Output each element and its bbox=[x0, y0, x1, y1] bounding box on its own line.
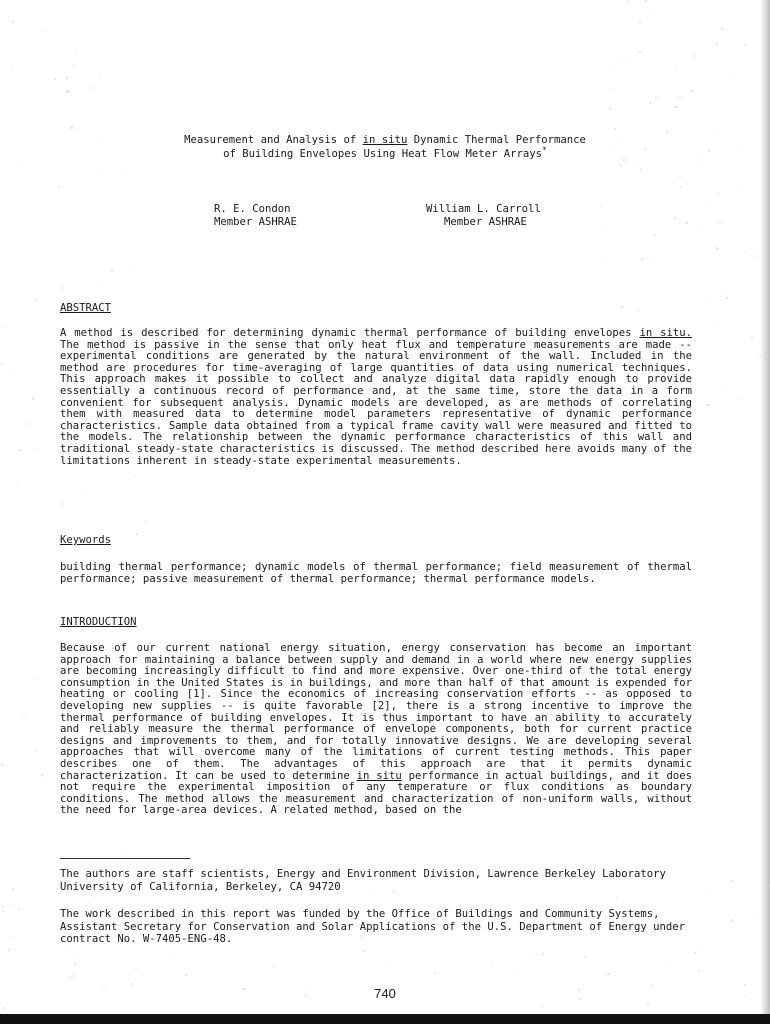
scan-speck bbox=[654, 234, 656, 236]
scan-speck bbox=[674, 217, 676, 219]
scan-speck bbox=[32, 397, 34, 399]
abstract-text-before: A method is described for determining dynamic thermal performance of building envelopes bbox=[60, 327, 632, 339]
scan-speck bbox=[698, 227, 699, 228]
footnote-rule bbox=[60, 858, 190, 859]
scan-speck bbox=[125, 170, 126, 171]
title-in-situ: in situ bbox=[362, 134, 408, 146]
scan-speck bbox=[716, 247, 718, 249]
scan-speck bbox=[708, 150, 710, 152]
scan-speck bbox=[694, 55, 696, 57]
scan-speck bbox=[691, 384, 692, 385]
abstract-body bbox=[60, 328, 692, 467]
scan-speck bbox=[41, 774, 43, 776]
scan-speck bbox=[111, 341, 113, 343]
scan-speck bbox=[698, 970, 700, 972]
scan-speck bbox=[606, 1009, 607, 1010]
scan-speck bbox=[54, 78, 56, 80]
scan-speck bbox=[706, 206, 707, 207]
scan-speck bbox=[176, 919, 178, 921]
introduction-body bbox=[60, 643, 692, 817]
scan-speck bbox=[649, 102, 651, 104]
scan-speck bbox=[719, 221, 721, 223]
scan-speck bbox=[637, 311, 638, 312]
scan-speck bbox=[185, 974, 187, 976]
scan-speck bbox=[14, 904, 15, 905]
scan-speck bbox=[148, 642, 150, 644]
scan-speck bbox=[8, 373, 10, 375]
author-1-membership: Member ASHRAE bbox=[214, 216, 297, 228]
scan-speck bbox=[752, 250, 753, 251]
scan-speck bbox=[95, 895, 96, 896]
scan-speck bbox=[674, 66, 676, 68]
scan-speck bbox=[273, 966, 275, 968]
scan-speck bbox=[655, 410, 657, 412]
scan-speck bbox=[37, 448, 39, 450]
scan-speck bbox=[709, 297, 710, 298]
scan-speck bbox=[393, 890, 395, 892]
scan-speck bbox=[490, 965, 491, 966]
abstract-in-situ: in situ. bbox=[639, 327, 692, 339]
scan-speck bbox=[614, 69, 616, 71]
scan-speck bbox=[99, 77, 101, 79]
scan-speck bbox=[757, 914, 758, 915]
scan-speck bbox=[35, 299, 37, 301]
scan-bottom-edge bbox=[0, 1014, 770, 1024]
scan-speck bbox=[679, 176, 680, 177]
keywords-heading: Keywords bbox=[60, 534, 112, 546]
scan-speck bbox=[680, 186, 682, 188]
scan-speck bbox=[66, 381, 68, 383]
scan-speck bbox=[721, 388, 723, 390]
introduction-heading: INTRODUCTION bbox=[60, 616, 137, 628]
scan-speck bbox=[432, 918, 434, 920]
scan-speck bbox=[529, 957, 530, 958]
scan-speck bbox=[636, 164, 637, 165]
scan-speck bbox=[579, 998, 581, 1000]
title-text-after: Dynamic Thermal Performance bbox=[413, 134, 586, 146]
scan-speck bbox=[674, 364, 675, 365]
scan-speck bbox=[18, 908, 20, 910]
author-2-membership: Member ASHRAE bbox=[444, 216, 527, 228]
scan-speck bbox=[578, 989, 580, 991]
scan-speck bbox=[707, 404, 709, 406]
scan-speck bbox=[600, 205, 602, 207]
scan-speck bbox=[262, 894, 264, 896]
scan-speck bbox=[187, 902, 188, 903]
scan-speck bbox=[12, 21, 14, 23]
scan-speck bbox=[3, 910, 5, 912]
scan-speck bbox=[4, 327, 6, 329]
scan-speck bbox=[23, 714, 25, 716]
intro-text-before: Because of our current national energy situation, energy conservation has become an important approach for maintaining a balance between supply and demand in a world where new energy supplies are becoming increasingly difficult to find and more expensive. Over one-third of the total energy consumption in the United States is in buildings, and more than half of that amount is expended for heating or cooling [1]. Since the economics of increasing conservation efforts -- as opposed to developing new supplies -- is quite favorable [2], there is a strong incentive to improve the thermal performance of building envelopes. It is thus important to have an ability to accurately and reliably measure the thermal performance of envelope components, both for current practice designs and improvements to them, and for totally innovative designs. We are developing several approaches that will overcome many of the limitations of current testing methods. This paper describes one of them. The advantages of this approach are that it permits dynamic characterization. It can be used to determine bbox=[60, 642, 692, 782]
scan-speck bbox=[614, 128, 616, 130]
scan-speck bbox=[90, 406, 92, 408]
scan-speck bbox=[653, 12, 654, 13]
scan-speck bbox=[12, 69, 13, 70]
scan-speck bbox=[742, 398, 744, 400]
scan-speck bbox=[669, 965, 670, 966]
scan-speck bbox=[242, 988, 244, 990]
scan-speck bbox=[192, 921, 194, 923]
scan-speck bbox=[386, 962, 387, 963]
scan-speck bbox=[3, 1007, 5, 1009]
scan-speck bbox=[73, 957, 74, 958]
scan-speck bbox=[645, 0, 647, 2]
scan-speck bbox=[62, 503, 64, 505]
scan-speck bbox=[650, 259, 651, 260]
scan-speck bbox=[1, 764, 3, 766]
scan-speck bbox=[694, 952, 696, 954]
scan-speck bbox=[143, 328, 145, 330]
scan-speck bbox=[701, 949, 702, 950]
scan-speck bbox=[733, 75, 735, 77]
scan-speck bbox=[731, 880, 732, 881]
scan-speck bbox=[108, 646, 109, 647]
scan-speck bbox=[719, 192, 721, 194]
scan-speck bbox=[136, 533, 138, 535]
scan-speck bbox=[585, 907, 587, 909]
scan-speck bbox=[725, 291, 726, 292]
scan-speck bbox=[84, 492, 85, 493]
scan-speck bbox=[18, 449, 20, 451]
scan-speck bbox=[144, 520, 145, 521]
abstract-text-after: The method is passive in the sense that only heat flux and temperature measurements are made -- experimental conditions are generated by the natural environment of the wall. Included in the method are procedures for time-averaging of large quantities of data using numerical techniques. This approach makes it possible to collect and analyze digital data rapidly enough to provide essentially a continuous record of performance and, at the same time, store the data in a form convenient for subsequent analysis. Dynamic models are developed, as are methods of correlating them with measured data to determine model parameters representative of dynamic performance characteristics. Sample data obtained from a typical frame cavity wall were measured and fitted to the models. The relationship between the dynamic performance characteristics of this wall and traditional steady-state characteristics is discussed. The method described here avoids many of the limitations inherent in steady-state experimental measurements. bbox=[60, 338, 692, 467]
scan-speck bbox=[372, 889, 373, 890]
intro-in-situ: in situ bbox=[356, 769, 402, 782]
scan-speck bbox=[712, 322, 713, 323]
scan-speck bbox=[542, 953, 544, 955]
scan-speck bbox=[616, 897, 617, 898]
scan-speck bbox=[726, 297, 727, 298]
scan-speck bbox=[20, 166, 21, 167]
scan-speck bbox=[73, 975, 74, 976]
scan-speck bbox=[12, 888, 14, 890]
scan-speck bbox=[691, 90, 693, 92]
scan-speck bbox=[134, 267, 135, 268]
scan-speck bbox=[644, 148, 645, 149]
scan-speck bbox=[111, 269, 113, 271]
scan-speck bbox=[614, 88, 615, 89]
scan-speck bbox=[640, 169, 642, 171]
scan-speck bbox=[129, 916, 131, 918]
scan-speck bbox=[94, 87, 96, 89]
scan-speck bbox=[66, 76, 68, 78]
scan-speck bbox=[605, 225, 606, 226]
scan-speck bbox=[8, 949, 10, 951]
scan-speck bbox=[513, 972, 514, 973]
scan-speck bbox=[70, 126, 72, 128]
abstract-heading: ABSTRACT bbox=[60, 302, 112, 314]
scan-speck bbox=[620, 306, 622, 308]
scan-speck bbox=[2, 906, 4, 908]
scan-speck bbox=[16, 483, 18, 485]
scan-speck bbox=[79, 318, 80, 319]
scan-speck bbox=[69, 977, 71, 979]
scan-speck bbox=[70, 938, 72, 940]
scan-speck bbox=[620, 164, 622, 166]
scan-speck bbox=[175, 954, 177, 956]
scan-speck bbox=[125, 852, 126, 853]
keywords-body: building thermal performance; dynamic models of thermal performance; field measurement of thermal performance; passive measurement of thermal performance; thermal performance models. bbox=[60, 561, 692, 585]
footnote-funding: The work described in this report was funded by the Office of Buildings and Community Systems, Assistant Secretary for Conservation and Solar Applications of the U.S. Department of Energy under contract No. W-7405-ENG-48. bbox=[60, 908, 686, 946]
author-1-name: R. E. Condon bbox=[214, 203, 291, 215]
scan-speck bbox=[149, 665, 150, 666]
scan-speck bbox=[112, 647, 114, 649]
scan-speck bbox=[543, 1007, 544, 1008]
scan-speck bbox=[62, 287, 64, 289]
scan-speck bbox=[754, 256, 756, 258]
title-line-2-text: of Building Envelopes Using Heat Flow Meter Arrays bbox=[223, 148, 543, 160]
scan-speck bbox=[101, 284, 102, 285]
scan-speck bbox=[639, 51, 640, 52]
author-2-name: William L. Carroll bbox=[426, 203, 541, 215]
scan-speck bbox=[12, 936, 13, 937]
scan-speck bbox=[1, 363, 3, 365]
scan-speck bbox=[685, 222, 687, 224]
scan-speck bbox=[623, 62, 624, 63]
title-footnote-marker: * bbox=[542, 145, 547, 155]
scan-speck bbox=[716, 43, 718, 45]
scan-speck bbox=[639, 21, 641, 23]
scan-speck bbox=[641, 258, 643, 260]
scan-speck bbox=[627, 1, 629, 3]
scan-speck bbox=[68, 444, 69, 445]
scan-speck bbox=[721, 28, 723, 30]
scan-speck bbox=[103, 882, 105, 884]
scan-speck bbox=[58, 186, 60, 188]
scan-speck bbox=[584, 956, 586, 958]
scan-speck bbox=[607, 973, 609, 975]
scan-speck bbox=[745, 252, 747, 254]
scan-speck bbox=[35, 679, 36, 680]
scan-edge-shadow bbox=[760, 0, 770, 1024]
scan-speck bbox=[708, 893, 709, 894]
scan-speck bbox=[118, 924, 120, 926]
scan-speck bbox=[74, 53, 75, 54]
scan-speck bbox=[36, 750, 37, 751]
footnote-authors: The authors are staff scientists, Energy and Environment Division, Lawrence Berkeley Laboratory University of California, Berkeley, CA 94720 bbox=[60, 868, 666, 893]
scan-speck bbox=[647, 1004, 649, 1006]
scan-speck bbox=[74, 566, 75, 567]
scan-speck bbox=[100, 922, 102, 924]
scan-speck bbox=[674, 106, 676, 108]
scan-speck bbox=[135, 968, 136, 969]
scan-speck bbox=[73, 65, 75, 67]
title-text-before: Measurement and Analysis of bbox=[184, 134, 357, 146]
scan-speck bbox=[434, 972, 436, 974]
scan-speck bbox=[731, 919, 733, 921]
scan-speck bbox=[92, 920, 94, 922]
scan-speck bbox=[361, 937, 363, 939]
scan-speck bbox=[363, 950, 365, 952]
scan-speck bbox=[601, 260, 602, 261]
scan-speck bbox=[102, 170, 103, 171]
scan-speck bbox=[46, 30, 48, 32]
scan-speck bbox=[698, 161, 699, 162]
scan-speck bbox=[28, 423, 30, 425]
scan-speck bbox=[74, 963, 76, 965]
title-line-2 bbox=[0, 145, 770, 161]
scan-speck bbox=[70, 948, 71, 949]
scan-speck bbox=[751, 337, 753, 339]
intro-text-after: performance in actual buildings, and it does not require the experimental imposition of any temperature or flux conditions as boundary conditions. The method allows the measurement and characterization of non-uniform walls, without the need for large-area devices. A related method, based on the bbox=[60, 769, 692, 817]
scan-speck bbox=[133, 475, 134, 476]
scan-speck bbox=[623, 159, 625, 161]
title-line-1 bbox=[0, 134, 770, 147]
scan-speck bbox=[655, 97, 657, 99]
page-number: 740 bbox=[374, 986, 396, 1001]
scan-speck bbox=[62, 688, 64, 690]
scan-speck bbox=[609, 108, 611, 110]
scan-speck bbox=[679, 97, 681, 99]
scan-speck bbox=[66, 90, 68, 92]
scan-speck bbox=[738, 185, 739, 186]
scan-speck bbox=[744, 44, 746, 46]
